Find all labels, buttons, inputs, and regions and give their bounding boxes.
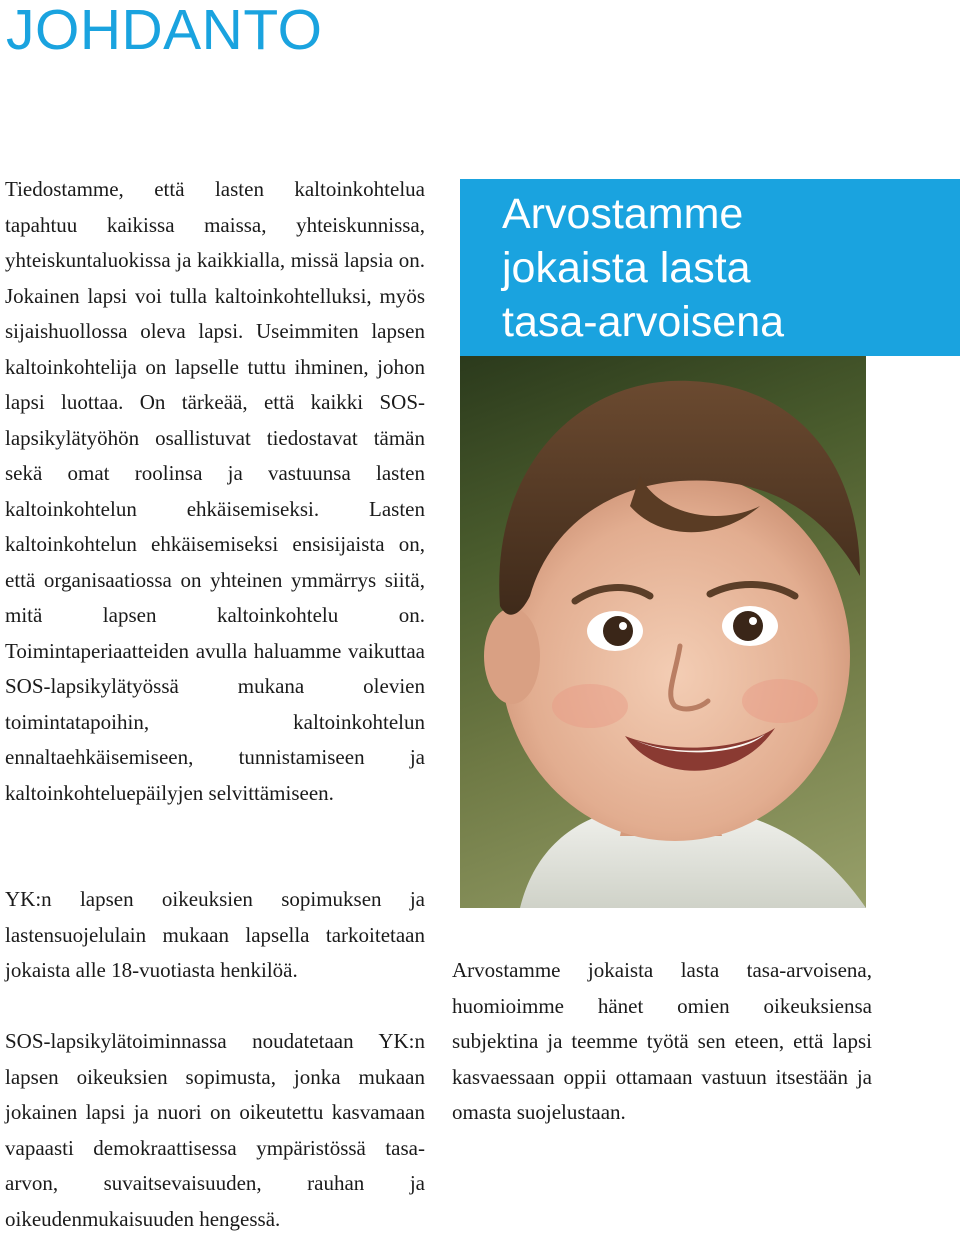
- child-portrait-illustration: [460, 356, 866, 908]
- page-title: JOHDANTO: [6, 0, 323, 62]
- banner-heading: [502, 187, 784, 349]
- banner-line-1: Arvostamme: [502, 190, 744, 238]
- banner-line-3: tasa-arvoisena: [502, 298, 785, 346]
- values-paragraph: Arvostamme jokaista lasta tasa-arvoisena, huomioimme hänet omien oikeuksiensa subjektina ja teemme työtä sen eteen, että lapsi kasvaessaan oppii ottamaan vastuun itsestään ja omasta suojelustaan.: [452, 958, 872, 1124]
- values-banner: [460, 179, 960, 356]
- banner-line-2: jokaista lasta: [502, 244, 751, 292]
- rights-paragraph: SOS-lapsikylätoiminnassa noudatetaan YK:n lapsen oikeuksien sopimusta, jonka mukaan jokainen lapsi ja nuori on oikeutettu kasvamaan vapaasti demokraattisessa ympäristössä tasa-arvon, suvaitsevaisuuden, rauhan ja oikeudenmukaisuuden hengessä.: [5, 1029, 425, 1231]
- intro-paragraph: Tiedostamme, että lasten kaltoinkohtelua tapahtuu kaikissa maissa, yhteiskunnissa, yhteiskuntaluokissa ja kaikkialla, missä lapsia on. Jokainen lapsi voi tulla kaltoinkohtelluksi, myös sijaishuollossa oleva lapsi. Useimmiten lapsen kaltoinkohtelija on lapselle tuttu ihminen, johon lapsi luottaa. On tärkeää, että kaikki SOS-lapsikylätyöhön osallistuvat tiedostavat tämän sekä omat roolinsa ja vastuunsa lasten kaltoinkohtelun ehkäisemiseksi. Lasten kaltoinkohtelun ehkäisemiseksi ensisijaista on, että organisaatiossa on yhteinen ymmärrys siitä, mitä lapsen kaltoinkohtelu on. Toimintaperiaatteiden avulla haluamme vaikuttaa SOS-lapsikylätyössä mukana olevien toimintatapoihin, kaltoinkohtelun ennaltaehkäisemiseen, tunnistamiseen ja kaltoinkohteluepäilyjen selvittämiseen.: [5, 177, 425, 805]
- definition-paragraph: YK:n lapsen oikeuksien sopimuksen ja lastensuojelulain mukaan lapsella tarkoitetaan jokaista alle 18-vuotiasta henkilöä.: [5, 887, 425, 982]
- smiling-child-photo: [460, 356, 866, 908]
